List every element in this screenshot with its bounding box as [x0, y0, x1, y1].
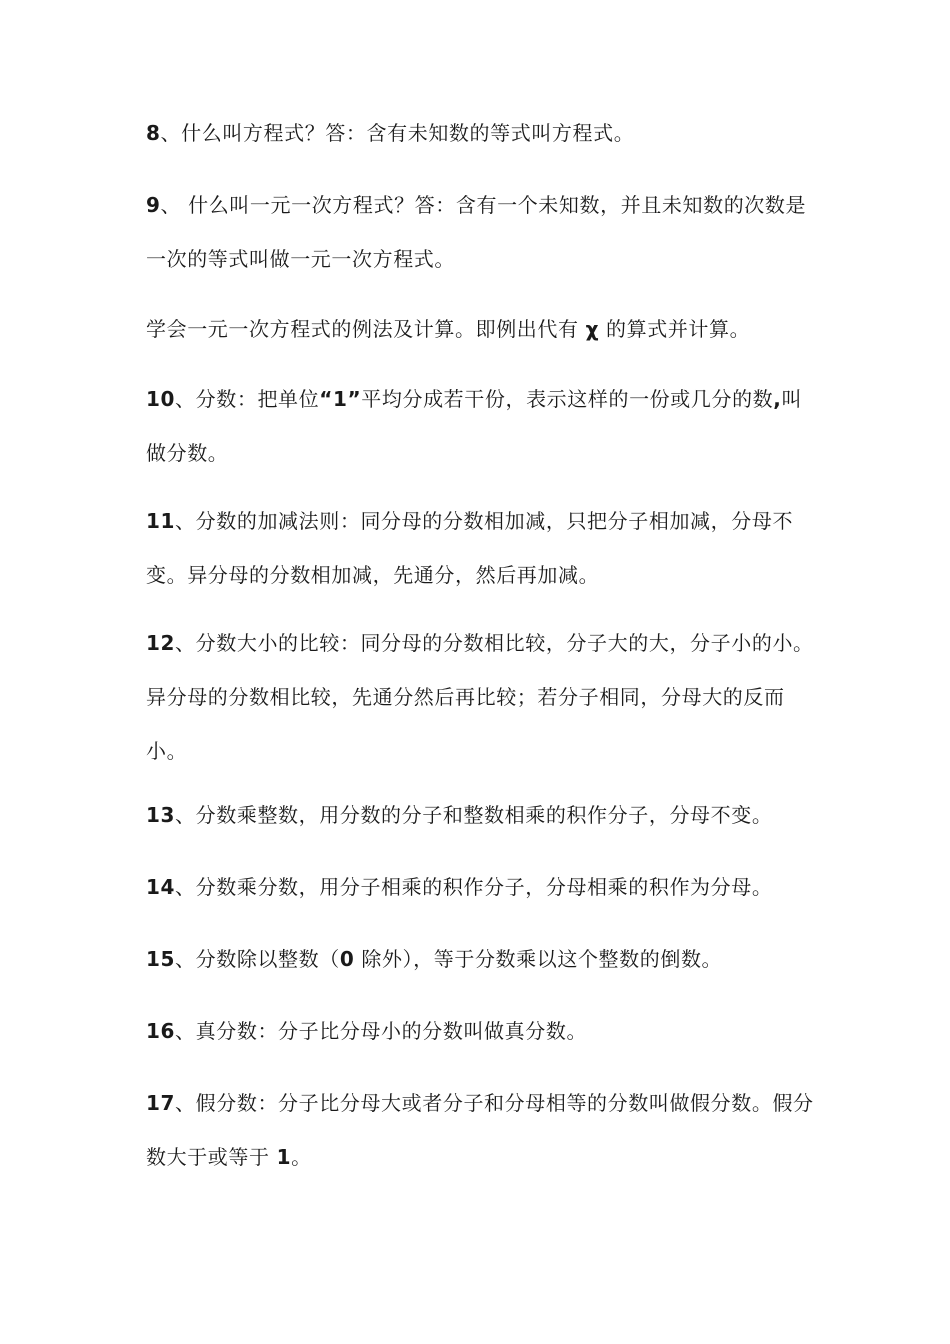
item-12: [146, 616, 818, 778]
item-text: 、分数除以整数（: [175, 947, 340, 971]
item-15: [146, 932, 818, 986]
item-text: 平均分成若干份，表示这样的一份或几分的数: [361, 387, 774, 411]
note-text: 的算式并计算。: [599, 317, 751, 341]
item-text: 、分数乘整数，用分数的分子和整数相乘的积作分子，分母不变。: [175, 803, 773, 827]
item-text: 、分数的加减法则：同分母的分数相加减，只把分子相加减，分母不变。异分母的分数相加减，先通分，然后再加减。: [146, 509, 794, 587]
item-text: 。: [291, 1145, 312, 1169]
item-number: 9: [146, 193, 161, 217]
item-number: 8: [146, 121, 161, 145]
item-9: [146, 178, 818, 286]
item-number: 16: [146, 1019, 176, 1043]
item-number: 13: [146, 803, 176, 827]
item-number: 15: [146, 947, 176, 971]
item-number: 17: [146, 1091, 176, 1115]
item-text: 、什么叫方程式？答：含有未知数的等式叫方程式。: [160, 121, 635, 145]
item-number: 10: [146, 387, 176, 411]
zero: 0: [339, 947, 355, 971]
item-8: [146, 106, 818, 160]
one: 1: [276, 1145, 292, 1169]
item-text: 、假分数：分子比分母大或者分子和分母相等的分数叫做假分数。假分数大于或等于: [146, 1091, 814, 1169]
item-text: 叫做分数。: [146, 387, 803, 465]
item-10: [146, 372, 818, 480]
item-text: 除外），等于分数乘以这个整数的倒数。: [354, 947, 723, 971]
variable-x: χ: [585, 317, 600, 341]
comma: ,: [773, 387, 782, 411]
item-number: 12: [146, 631, 176, 655]
item-text: 、分数：把单位: [175, 387, 320, 411]
item-text: 、 什么叫一元一次方程式？答：含有一个未知数，并且未知数的次数是一次的等式叫做一元一次方程式。: [146, 193, 807, 271]
unit-one: “1”: [319, 387, 362, 411]
item-16: [146, 1004, 818, 1058]
item-number: 11: [146, 509, 176, 533]
note-text: 学会一元一次方程式的例法及计算。即例出代有: [146, 317, 586, 341]
item-13: [146, 788, 818, 842]
item-text: 、分数大小的比较：同分母的分数相比较，分子大的大，分子小的小。异分母的分数相比较，先通分然后再比较；若分子相同，分母大的反而小。: [146, 631, 814, 763]
item-11: [146, 494, 818, 602]
item-14: [146, 860, 818, 914]
item-17: [146, 1076, 818, 1184]
item-number: 14: [146, 875, 176, 899]
item-text: 、分数乘分数，用分子相乘的积作分子，分母相乘的积作为分母。: [175, 875, 773, 899]
item-text: 、真分数：分子比分母小的分数叫做真分数。: [175, 1019, 588, 1043]
equation-note: [146, 302, 818, 356]
